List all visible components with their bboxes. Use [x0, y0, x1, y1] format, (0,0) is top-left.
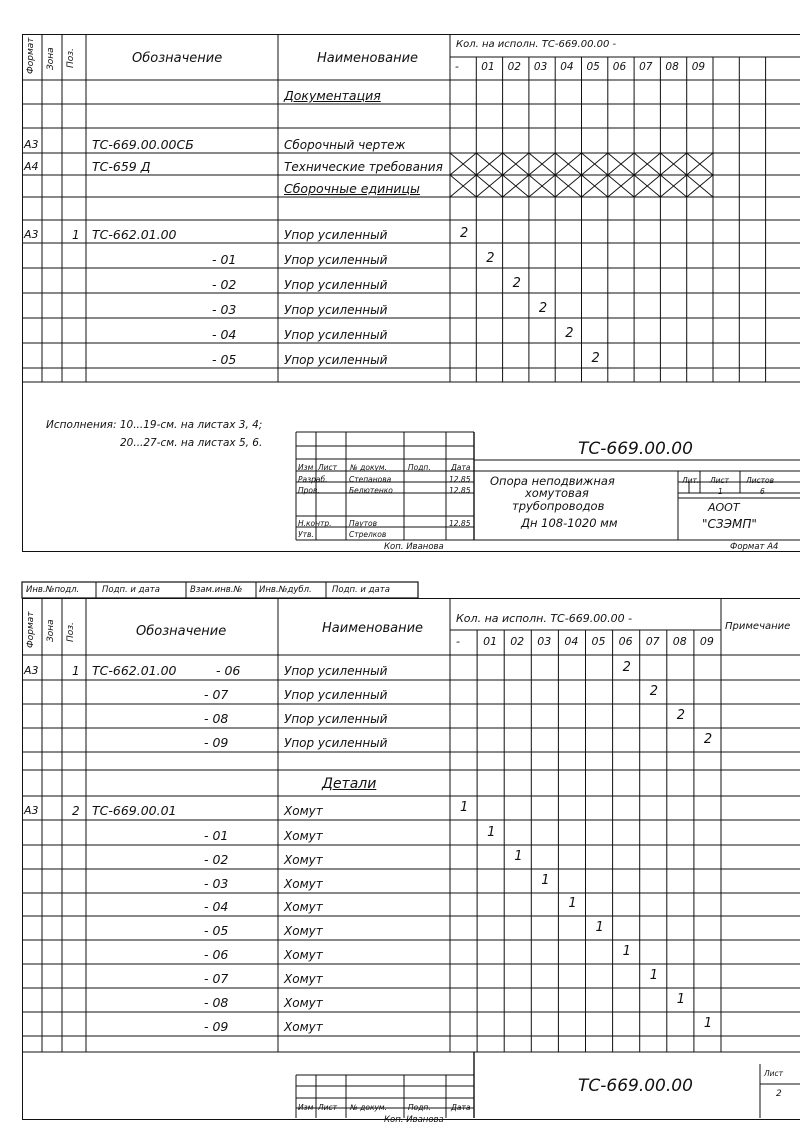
hdr-podp: Подп. — [408, 463, 431, 472]
qty-col-header: 05 — [586, 61, 600, 73]
row-name: Упор усиленный — [284, 353, 388, 367]
row-designation: - 02 — [204, 852, 229, 867]
stamp-podp-data-2: Подп. и дата — [332, 585, 390, 595]
row-designation: - 05 — [212, 352, 237, 367]
utv-name: Стрелков — [349, 530, 387, 539]
row-designation: ТС-669.00.00СБ — [92, 137, 194, 152]
row-format: А4 — [24, 160, 39, 173]
col-name-header-2: Наименование — [322, 621, 424, 636]
row-designation: - 02 — [212, 277, 237, 292]
listov-value: 6 — [760, 487, 765, 496]
qty-col-header: 07 — [645, 635, 660, 648]
row-qty: 1 — [676, 992, 686, 1007]
prov-date: 12.85 — [449, 486, 471, 495]
qty-col-header: 04 — [560, 61, 574, 73]
row-format: А3 — [24, 228, 39, 241]
qty-title-2: Кол. на исполн. ТС-669.00.00 - — [456, 612, 633, 625]
row-qty: 1 — [703, 1016, 713, 1031]
row-designation: - 08 — [204, 711, 229, 726]
row-designation-suffix: - 06 — [216, 663, 241, 678]
nkontr-name: Паутов — [349, 519, 378, 528]
qty-col-header: 03 — [533, 61, 548, 73]
qty-col-header: 06 — [612, 61, 627, 73]
row-position: 1 — [72, 664, 80, 678]
qty-col-header: 07 — [639, 61, 653, 73]
row-designation: - 09 — [204, 735, 229, 750]
qty-col-header: 09 — [691, 61, 706, 73]
row-designation: - 06 — [204, 947, 229, 962]
row-qty: 2 — [591, 351, 600, 366]
prov-label: Пров. — [298, 486, 320, 495]
kopiroval-2: Коп. Иванова — [384, 1115, 444, 1125]
hdr-podp-2: Подп. — [408, 1103, 431, 1112]
row-designation: - 07 — [204, 971, 229, 986]
section-heading: Сборочные единицы — [284, 181, 420, 196]
row-name: Упор усиленный — [284, 736, 388, 750]
qty-col-header: 01 — [481, 61, 495, 73]
qty-col-header: 08 — [665, 61, 679, 73]
doc-title-3: трубопроводов — [512, 499, 605, 513]
row-qty: 2 — [703, 732, 713, 747]
hdr-izm: Изм — [298, 463, 314, 472]
doc-title-4: Дн 108-1020 мм — [521, 516, 618, 530]
format-label: Формат А4 — [730, 542, 779, 552]
row-designation: - 04 — [212, 327, 237, 342]
prov-name: Белютенко — [349, 486, 393, 495]
stamp-vzam-inv: Взам.инв.№ — [190, 585, 243, 595]
qty-col-header: 04 — [564, 635, 579, 648]
col-designation-header-2: Обозначение — [136, 624, 227, 639]
org-line-1: АООТ — [708, 501, 740, 514]
row-qty: 2 — [486, 251, 495, 266]
row-qty: 2 — [676, 708, 686, 723]
row-qty: 1 — [487, 825, 496, 840]
row-qty: 1 — [595, 920, 604, 935]
row-qty: 1 — [649, 968, 658, 983]
doc-number: ТС-669.00.00 — [578, 439, 693, 459]
row-designation: - 05 — [204, 923, 229, 938]
row-qty: 1 — [568, 896, 577, 911]
row-name: Хомут — [284, 829, 323, 843]
row-designation: - 03 — [204, 876, 229, 891]
row-qty: 2 — [565, 326, 574, 341]
row-qty: 1 — [541, 873, 550, 888]
hdr-list: Лист — [318, 463, 338, 472]
section-heading: Детали — [322, 776, 377, 792]
qty-col-header: 09 — [699, 635, 714, 648]
row-name: Хомут — [284, 924, 323, 938]
qty-col-header: - — [456, 635, 460, 648]
stamp-inv-podl: Инв.№подл. — [26, 585, 80, 595]
doc-number-2: ТС-669.00.00 — [578, 1076, 693, 1096]
note-line-2: 20...27-см. на листах 5, 6. — [120, 437, 263, 449]
nkontr-date: 12.85 — [449, 519, 471, 528]
doc-title-2: хомутовая — [525, 486, 589, 500]
row-designation: ТС-662.01.00 — [92, 663, 177, 678]
hdr-data: Дата — [451, 463, 471, 472]
hdr-data-2: Дата — [451, 1103, 471, 1112]
hdr-list-2: Лист — [318, 1103, 338, 1112]
row-qty: 1 — [514, 849, 523, 864]
col-name-header: Наименование — [317, 51, 419, 66]
utv-label: Утв. — [298, 530, 314, 539]
sheet-label-2: Лист — [764, 1069, 784, 1078]
col-format-header: Формат — [26, 37, 36, 74]
qty-col-header: - — [455, 61, 459, 73]
row-name: Хомут — [284, 853, 323, 867]
row-name: Упор усиленный — [284, 328, 388, 342]
section-heading: Документация — [284, 88, 381, 103]
sheet-value-2: 2 — [776, 1089, 782, 1099]
qty-col-header: 03 — [537, 635, 552, 648]
row-format: А3 — [24, 664, 39, 677]
row-name: Хомут — [284, 972, 323, 986]
row-designation: - 09 — [204, 1019, 229, 1034]
qty-col-header: 08 — [672, 635, 687, 648]
row-qty: 1 — [622, 944, 631, 959]
row-designation: ТС-669.00.01 — [92, 803, 177, 818]
hdr-ndoc: № докум. — [350, 463, 387, 472]
qty-col-header: 06 — [618, 635, 633, 648]
row-name: Упор усиленный — [284, 278, 388, 292]
org-line-2: "СЗЭМП" — [702, 517, 757, 531]
qty-col-header: 05 — [591, 635, 606, 648]
row-name: Хомут — [284, 1020, 323, 1034]
nkontr-label: Н.контр. — [298, 519, 332, 528]
row-name: Упор усиленный — [284, 303, 388, 317]
row-name: Упор усиленный — [284, 253, 388, 267]
row-designation: - 01 — [212, 252, 237, 267]
stamp-podp-data: Подп. и дата — [102, 585, 160, 595]
col-format-header-2: Формат — [26, 611, 36, 648]
row-position: 2 — [72, 804, 80, 818]
row-qty: 2 — [460, 226, 469, 241]
col-designation-header: Обозначение — [132, 51, 223, 66]
row-name: Сборочный чертеж — [284, 138, 406, 152]
row-qty: 2 — [512, 276, 521, 291]
row-name: Хомут — [284, 877, 323, 891]
list-value: 1 — [718, 487, 723, 496]
stamp-inv-dubl: Инв.№дубл. — [259, 585, 312, 595]
list-label: Лист — [710, 476, 730, 485]
col-zone-header: Зона — [46, 47, 56, 70]
col-pos-header: Поз. — [66, 48, 76, 68]
row-position: 1 — [72, 228, 80, 242]
row-designation: ТС-659 Д — [92, 159, 151, 174]
kopiroval-1: Коп. Иванова — [384, 542, 444, 552]
row-designation: - 03 — [212, 302, 237, 317]
row-qty: 1 — [460, 800, 469, 815]
row-name: Хомут — [284, 804, 323, 818]
row-designation: - 08 — [204, 995, 229, 1010]
razrab-label: Разраб. — [298, 475, 328, 484]
row-name: Упор усиленный — [284, 712, 388, 726]
row-qty: 2 — [538, 301, 548, 316]
razrab-name: Степанова — [349, 475, 392, 484]
qty-col-header: 01 — [483, 635, 498, 648]
listov-label: Листов — [746, 476, 775, 485]
row-designation: - 01 — [204, 828, 229, 843]
lit-label: Лит. — [682, 476, 700, 485]
row-qty: 2 — [622, 660, 631, 675]
doc-title-1: Опора неподвижная — [490, 474, 615, 488]
hdr-izm-2: Изм — [298, 1103, 314, 1112]
qty-title: Кол. на исполн. ТС-669.00.00 - — [456, 39, 617, 50]
note-line-1: Исполнения: 10...19-см. на листах 3, 4; — [46, 419, 263, 431]
row-qty: 2 — [649, 684, 658, 699]
col-pos-header-2: Поз. — [66, 622, 76, 642]
row-name: Упор усиленный — [284, 228, 388, 242]
row-designation: - 07 — [204, 687, 229, 702]
row-name: Хомут — [284, 996, 323, 1010]
row-designation: ТС-662.01.00 — [92, 227, 177, 242]
row-name: Хомут — [284, 900, 323, 914]
row-name: Технические требования — [284, 160, 443, 174]
col-note-header-2: Примечание — [725, 621, 791, 632]
row-name: Упор усиленный — [284, 688, 388, 702]
row-name: Хомут — [284, 948, 323, 962]
row-format: А3 — [24, 804, 39, 817]
hdr-ndoc-2: № докум. — [350, 1103, 387, 1112]
qty-col-header: 02 — [510, 635, 525, 648]
row-name: Упор усиленный — [284, 664, 388, 678]
qty-col-header: 02 — [507, 61, 521, 73]
row-designation: - 04 — [204, 899, 229, 914]
row-format: А3 — [24, 138, 39, 151]
col-zone-header-2: Зона — [46, 619, 56, 642]
razrab-date: 12.85 — [449, 475, 471, 484]
